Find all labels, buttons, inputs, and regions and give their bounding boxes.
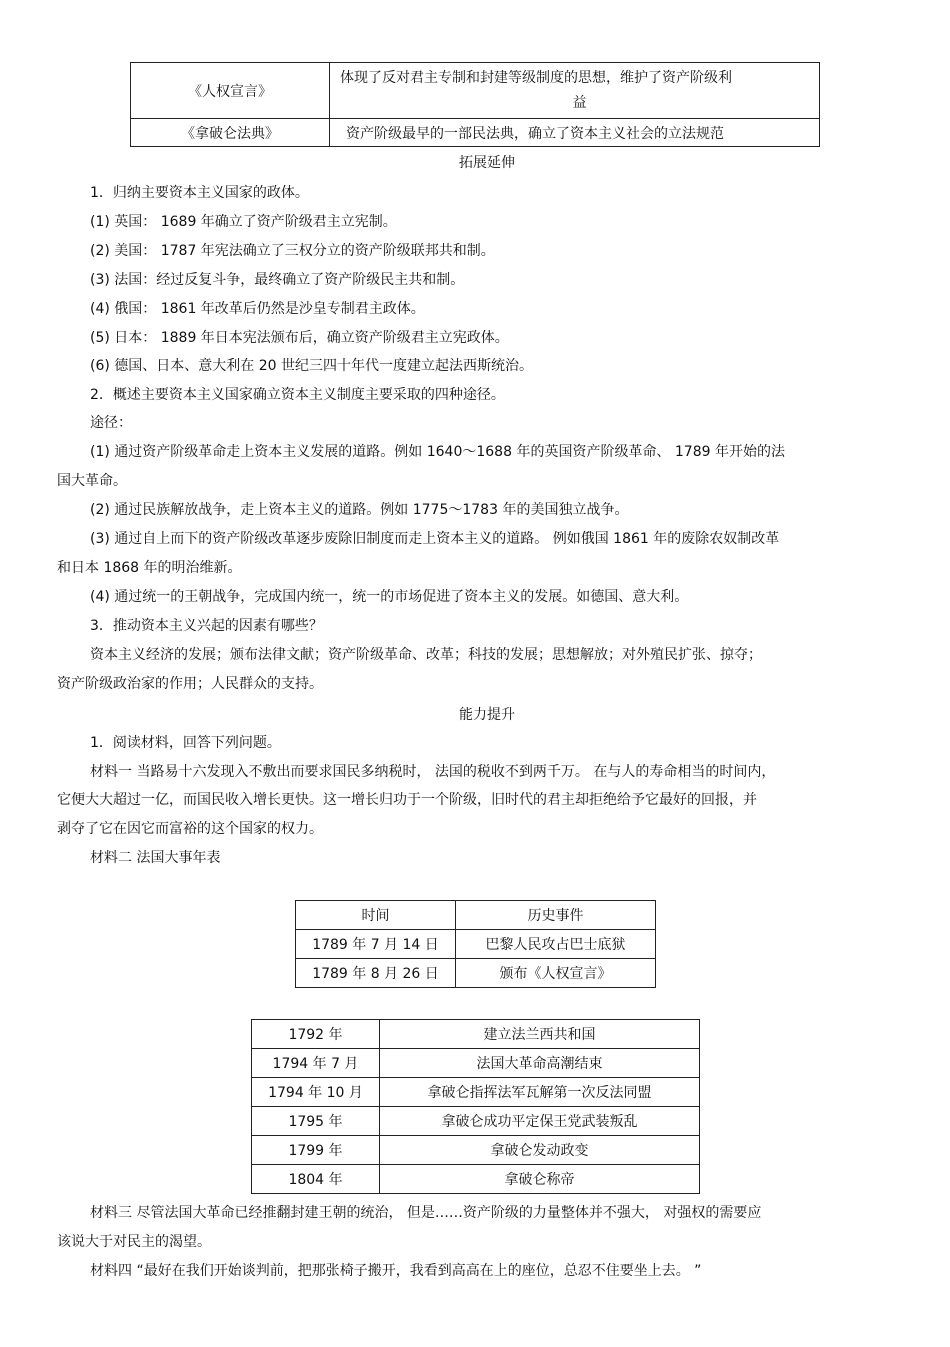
- desc-line: 益: [572, 94, 587, 111]
- text-line: 和日本 1868 年的明治维新。: [57, 560, 242, 576]
- table-row: [296, 959, 656, 988]
- table-row: [252, 1165, 700, 1194]
- text-line: 剥夺了它在因它而富裕的这个国家的权力。: [57, 821, 323, 837]
- top-table: [130, 62, 820, 147]
- desc-cell: [330, 63, 820, 119]
- text-line: (4) 通过统一的王朝战争，完成国内统一，统一的市场促进了资本主义的发展。如德国、意大利。: [90, 589, 689, 605]
- event-cell: 法国大革命高潮结束: [380, 1049, 700, 1078]
- text-line: (2) 通过民族解放战争，走上资本主义的道路。例如 1775～1783 年的美国独立战争。: [90, 502, 629, 518]
- time-cell: 1792 年: [252, 1020, 380, 1049]
- event-cell: 颁布《人权宣言》: [456, 959, 656, 988]
- time-cell: 1794 年 7 月: [252, 1049, 380, 1078]
- desc-cell: 资产阶级最早的一部民法典，确立了资本主义社会的立法规范: [330, 119, 820, 147]
- time-cell: 1789 年 7 月 14 日: [296, 930, 456, 959]
- time-cell: 1799 年: [252, 1136, 380, 1165]
- table-row: [252, 1020, 700, 1049]
- text-line: 该说大于对民主的渴望。: [57, 1234, 211, 1250]
- event-cell: 拿破仑发动政变: [380, 1136, 700, 1165]
- table-row: [252, 1136, 700, 1165]
- text-line: (3) 通过自上而下的资产阶级改革逐步废除旧制度而走上资本主义的道路。 例如俄国 1861 年的废除农奴制改革: [90, 531, 780, 547]
- text-line: (5) 日本： 1889 年日本宪法颁布后，确立资产阶级君主立宪政体。: [90, 330, 509, 346]
- text-line: 材料一 当路易十六发现入不敷出而要求国民多纳税时， 法国的税收不到两千万。 在与人的寿命相当的时间内，: [90, 764, 776, 780]
- header-time: 时间: [296, 901, 456, 930]
- event-cell: 拿破仑称帝: [380, 1165, 700, 1194]
- event-cell: 拿破仑指挥法军瓦解第一次反法同盟: [380, 1078, 700, 1107]
- text-line: 它便大大超过一亿，而国民收入增长更快。这一增长归功于一个阶级，旧时代的君主却拒绝给予它最好的回报，并: [57, 792, 757, 808]
- text-line: 资本主义经济的发展；颁布法律文献；资产阶级革命、改革；科技的发展；思想解放；对外殖民扩张、掠夺；: [90, 647, 762, 663]
- table-row: [131, 119, 820, 147]
- text-line: 材料四 “最好在我们开始谈判前，把那张椅子搬开，我看到高高在上的座位，总忍不住要坐上去。 ”: [90, 1263, 702, 1279]
- time-cell: 1789 年 8 月 26 日: [296, 959, 456, 988]
- event-cell: 巴黎人民攻占巴士底狱: [456, 930, 656, 959]
- section-title-ability: 能力提升: [459, 707, 515, 723]
- text-line: 资产阶级政治家的作用；人民群众的支持。: [57, 676, 323, 692]
- time-cell: 1794 年 10 月: [252, 1078, 380, 1107]
- text-line: 2．概述主要资本主义国家确立资本主义制度主要采取的四种途径。: [90, 387, 505, 403]
- time-cell: 1804 年: [252, 1165, 380, 1194]
- event-cell: 建立法兰西共和国: [380, 1020, 700, 1049]
- text-line: (1) 英国： 1689 年确立了资产阶级君主立宪制。: [90, 214, 397, 230]
- table-row: [252, 1107, 700, 1136]
- text-line: 材料三 尽管法国大革命已经推翻封建王朝的统治， 但是……资产阶级的力量整体并不强大， 对强权的需要应: [90, 1205, 762, 1221]
- text-line: (1) 通过资产阶级革命走上资本主义发展的道路。例如 1640～1688 年的英国资产阶级革命、 1789 年开始的法: [90, 444, 785, 460]
- section-title-extend: 拓展延伸: [459, 155, 515, 171]
- timeline-table-1: [295, 900, 656, 988]
- doc-cell: 《人权宣言》: [131, 63, 330, 119]
- text-line: (6) 德国、日本、意大利在 20 世纪三四十年代一度建立起法西斯统治。: [90, 358, 533, 374]
- text-line: (2) 美国： 1787 年宪法确立了三权分立的资产阶级联邦共和制。: [90, 243, 495, 259]
- desc-line: 体现了反对君主专制和封建等级制度的思想，维护了资产阶级利: [340, 69, 732, 86]
- time-cell: 1795 年: [252, 1107, 380, 1136]
- table-row: [252, 1078, 700, 1107]
- text-line: 3．推动资本主义兴起的因素有哪些？: [90, 618, 323, 634]
- text-line: 途径：: [90, 415, 132, 431]
- text-line: (3) 法国：经过反复斗争，最终确立了资产阶级民主共和制。: [90, 272, 465, 288]
- table-row: [252, 1049, 700, 1078]
- table-row: [296, 930, 656, 959]
- table-header-row: [296, 901, 656, 930]
- text-line: 材料二 法国大事年表: [90, 850, 221, 866]
- event-cell: 拿破仑成功平定保王党武装叛乱: [380, 1107, 700, 1136]
- text-line: 1．阅读材料，回答下列问题。: [90, 735, 281, 751]
- table-row: [131, 63, 820, 119]
- timeline-table-2: [251, 1019, 700, 1194]
- text-line: 1．归纳主要资本主义国家的政体。: [90, 185, 309, 201]
- doc-cell: 《拿破仑法典》: [131, 119, 330, 147]
- header-event: 历史事件: [456, 901, 656, 930]
- text-line: (4) 俄国： 1861 年改革后仍然是沙皇专制君主政体。: [90, 301, 425, 317]
- text-line: 国大革命。: [57, 473, 127, 489]
